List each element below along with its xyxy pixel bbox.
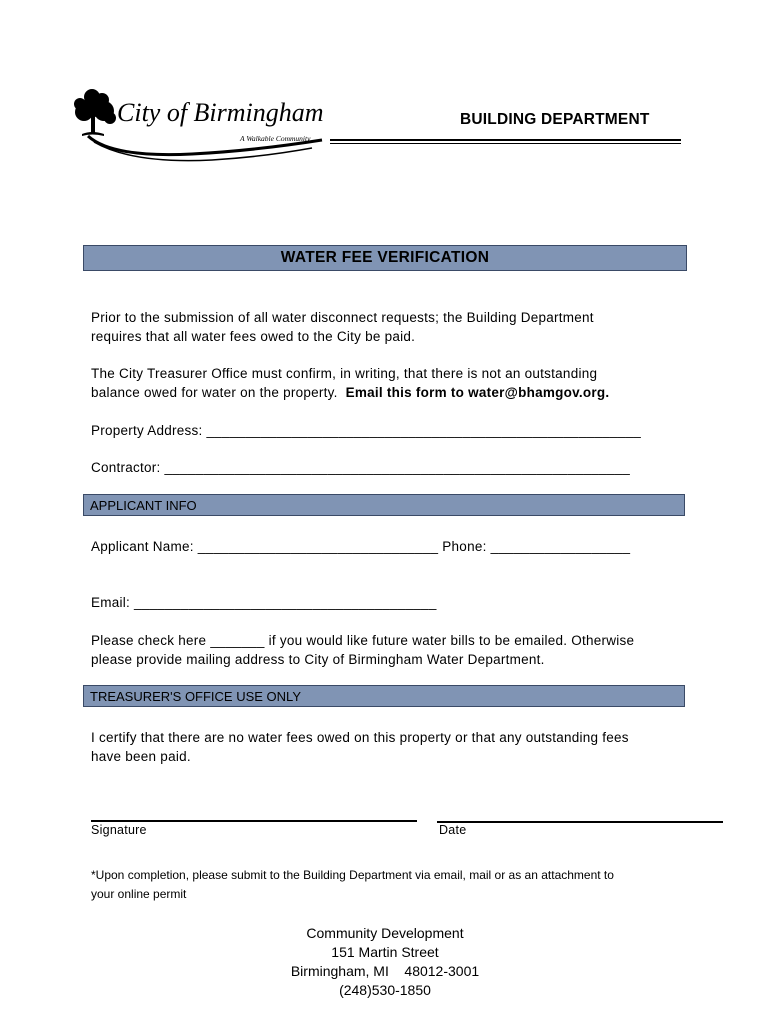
applicant-name-phone-field[interactable]: Applicant Name: _______________________________ Phone: __________________: [91, 539, 631, 554]
department-heading: BUILDING DEPARTMENT: [460, 111, 650, 128]
logo-text: City of Birmingham: [117, 98, 324, 127]
certify-line-1: I certify that there are no water fees owed on this property or that any outstanding fees: [91, 730, 629, 745]
intro-line-1: Prior to the submission of all water disconnect requests; the Building Department: [91, 310, 594, 325]
date-line[interactable]: [437, 821, 723, 823]
footer-street: 151 Martin Street: [331, 944, 439, 960]
form-title: WATER FEE VERIFICATION: [83, 245, 687, 271]
submission-note-line-2: your online permit: [91, 887, 187, 901]
certify-line-2: have been paid.: [91, 749, 191, 764]
property-address-field[interactable]: Property Address: ________________________________________________________: [91, 423, 642, 438]
logo-tagline: A Walkable Community: [240, 134, 311, 143]
email-instruction[interactable]: Email this form to water@bhamgov.org.: [345, 385, 610, 400]
footer-phone: (248)530-1850: [339, 982, 431, 998]
email-field[interactable]: Email: _______________________________________: [91, 595, 437, 610]
header-rule: [330, 139, 681, 141]
treasurer-line-2: [91, 383, 609, 403]
email-bills-check-line-2: please provide mailing address to City of Birmingham Water Department.: [91, 652, 545, 667]
applicant-info-section: APPLICANT INFO: [83, 494, 685, 516]
signature-label: Signature: [91, 823, 147, 837]
treasurer-line-2-text: balance owed for water on the property.: [91, 385, 338, 400]
footer-org: Community Development: [306, 925, 464, 941]
treasurer-office-section: TREASURER'S OFFICE USE ONLY: [83, 685, 685, 707]
treasurer-line-1: The City Treasurer Office must confirm, in writing, that there is not an outstanding: [91, 366, 598, 381]
header-rule-thin: [330, 143, 681, 144]
submission-note-line-1: *Upon completion, please submit to the Building Department via email, mail or as an attachment to: [91, 868, 614, 882]
contractor-field[interactable]: Contractor: ____________________________________________________________: [91, 460, 631, 475]
email-bills-check-line-1[interactable]: Please check here _______ if you would like future water bills to be emailed. Otherwise: [91, 633, 635, 648]
date-label: Date: [439, 823, 467, 837]
footer-city: Birmingham, MI 48012-3001: [290, 963, 480, 979]
city-logo: [72, 84, 332, 168]
intro-line-2: requires that all water fees owed to the City be paid.: [91, 329, 416, 344]
